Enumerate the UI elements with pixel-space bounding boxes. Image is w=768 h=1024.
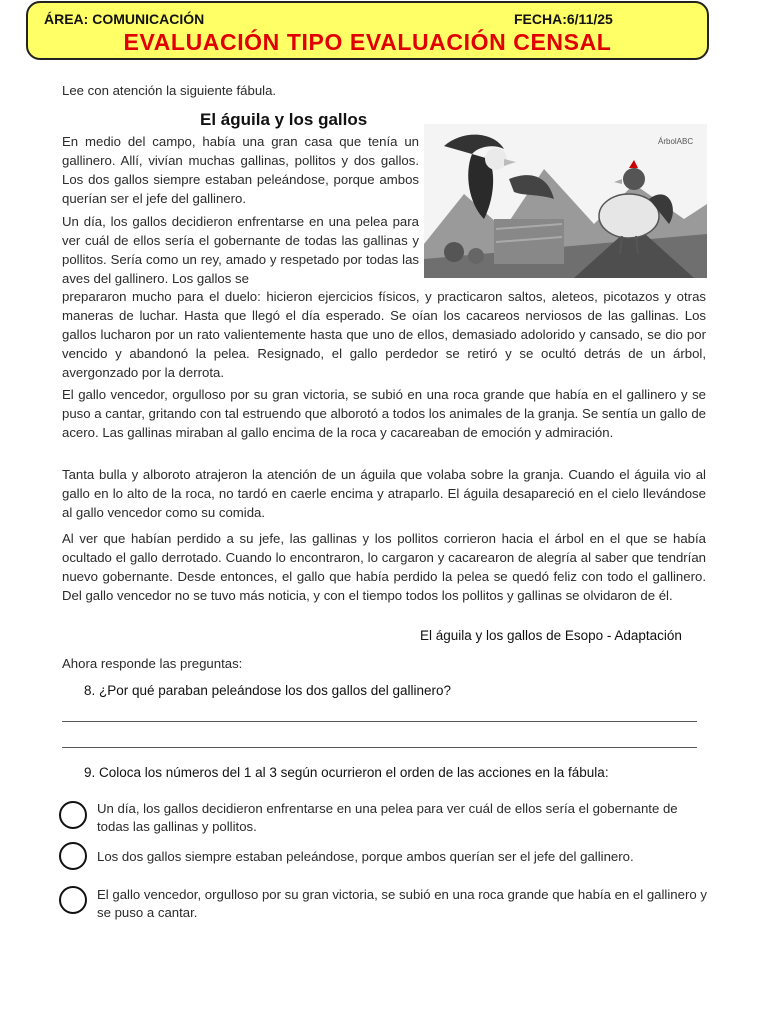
paragraph-3: El gallo vencedor, orgulloso por su gran victoria, se subió en una roca grande que había en el gallinero y se puso a cantar, gritando con tal estruendo que alborotó a todos los animales de la granja. Se sentía un gallo de acero. Las gallinas miraban al gallo encima de la roca y cacareaban de emoción y admiración. [62,387,706,440]
option-1-text: Un día, los gallos decidieron enfrentarse en una pelea para ver cuál de ellos sería el gobernante de todas las gallinas y pollitos. [97,801,678,834]
intro-text: Lee con atención la siguiente fábula. [62,83,277,98]
page-title: EVALUACIÓN TIPO EVALUACIÓN CENSAL [123,29,612,55]
answer-line-2[interactable] [62,747,697,748]
question-9: 9. Coloca los números del 1 al 3 según ocurrieron el orden de las acciones en la fábula: [84,765,609,780]
paragraph-1: En medio del campo, había una gran casa que tenía un gallinero. Allí, vivían muchas gallinas, pollitos y dos gallos. Los dos gallos siempre estaban peleándose, porque ambos querían ser el jefe del gallinero. [62,134,419,206]
paragraph-4: Tanta bulla y alboroto atrajeron la atención de un águila que volaba sobre la granja. Cuando el águila vio al gallo en lo alto de la roca, no tardó en caerle encima y atraparlo. El águila desapareció en el cielo llevándose al gallo vencedor como su comida. [62,467,706,520]
paragraph-2a: Un día, los gallos decidieron enfrentarse en una pelea para ver cuál de ellos sería el gobernante de todas las gallinas y pollitos. Sería como un rey, amado y respetado por todas las aves del gallinero. Los gallos se [62,214,419,286]
illustration-watermark: ÁrbolABC [658,137,694,146]
fable-title: El águila y los gallos [200,110,368,129]
paragraph-2b: prepararon mucho para el duelo: hicieron ejercicios físicos, y practicaron saltos, aleteos, picotazos y otras maneras de luchar. Hasta que llegó el día esperado. Se oían los cacareos nerviosos de las gallinas. Los gallos lucharon por un rato valientemente hasta que uno de ellos, demasiado adolorido y cansado, se dio por vencido y abandonó la pelea. Resignado, el gallo perdedor se retiró y se ocultó detrás de un árbol, avergonzado por la derrota. [62,289,706,380]
header-box [26,1,709,60]
order-circle-1[interactable] [59,801,87,829]
paragraph-5: Al ver que habían perdido a su jefe, las gallinas y los pollitos corrieron hacia el árbol en el que se había ocultado el gallo derrotado. Cuando lo encontraron, lo cargaron y cacarearon de alegría al saber que tendrían nuevo gobernante. Desde entonces, el gallo que había perdido la pelea se quedó feliz con todo el gallinero. Del gallo vencedor no se tuvo más noticia, y con el tiempo todos los pollitos y gallinas se olvidaron de él. [62,531,706,603]
order-circle-2[interactable] [59,842,87,870]
question-8: 8. ¿Por qué paraban peleándose los dos gallos del gallinero? [84,683,452,698]
answer-line-1[interactable] [62,721,697,722]
questions-prompt: Ahora responde las preguntas: [62,656,243,671]
fable-credit: El águila y los gallos de Esopo - Adaptación [420,628,682,643]
date-label: FECHA:6/11/25 [514,11,613,27]
order-circle-3[interactable] [59,886,87,914]
fable-illustration [424,124,707,278]
option-3-text: El gallo vencedor, orgulloso por su gran victoria, se subió en una roca grande que había en el gallinero y se puso a cantar. [97,887,707,920]
area-label: ÁREA: COMUNICACIÓN [44,11,205,27]
option-2-text: Los dos gallos siempre estaban peleándose, porque ambos querían ser el jefe del gallinero. [97,849,634,864]
